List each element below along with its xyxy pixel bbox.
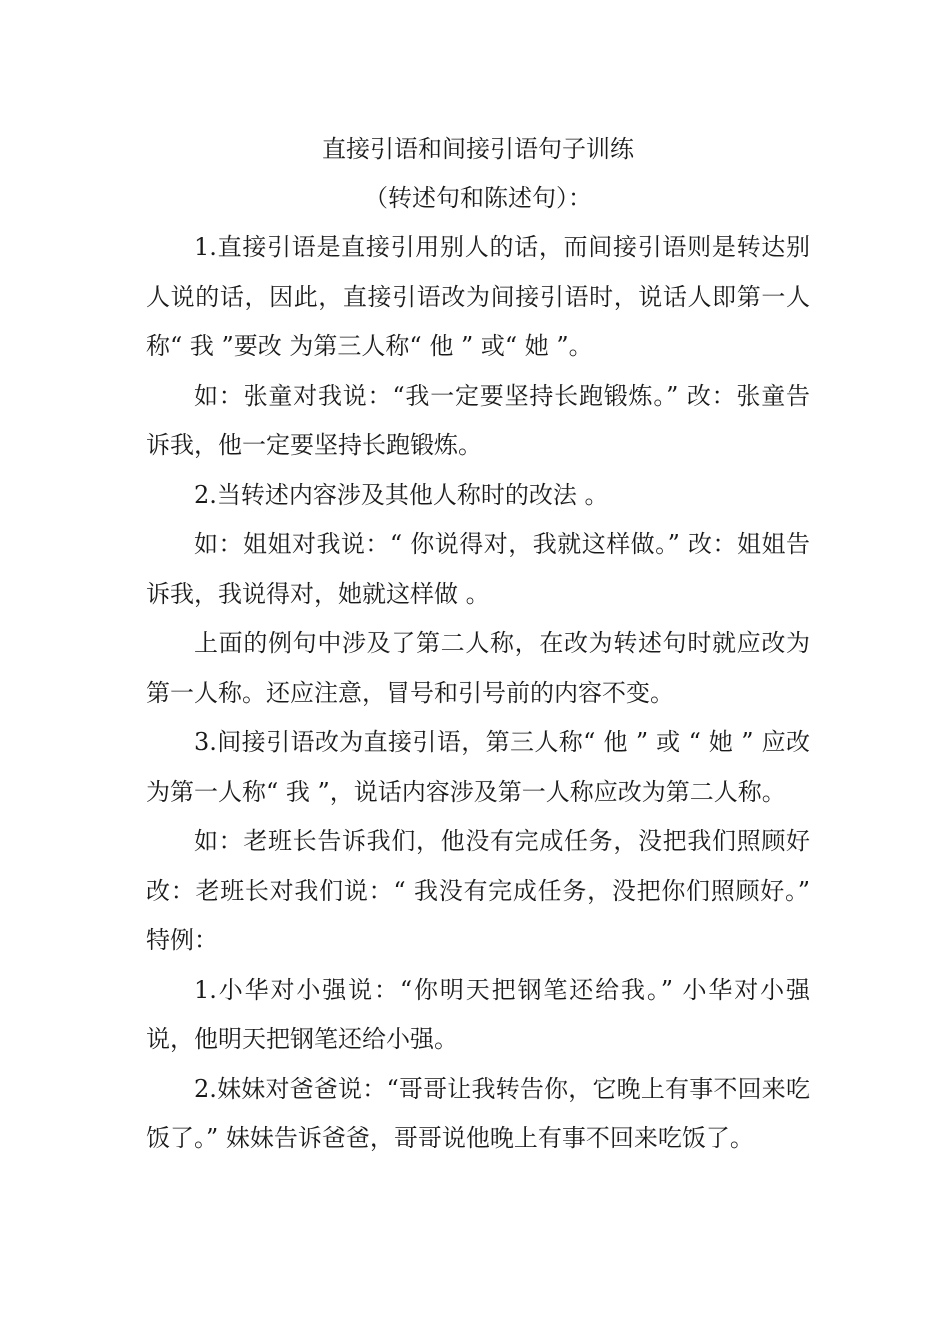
document-page: [146, 125, 810, 1164]
paragraph-rule-3: 3.间接引语改为直接引语，第三人称“ 他 ” 或 “ 她 ” 应改 为第一人称“ 我 ”，说话内容涉及第一人称应改为第二人称。: [146, 728, 810, 806]
paragraph-rule-1: 1.直接引语是直接引用别人的话，而间接引语则是转达别人说的话，因此，直接引语改为间接引语时，说话人即第一人称“ 我 ”要改 为第三人称“ 他 ” 或“ 她 ”。: [146, 233, 810, 360]
paragraph-example-2: 如：姐姐对我说：“ 你说得对，我就这样做。” 改：姐姐告诉我，我说得对，她就这样做 。: [146, 530, 810, 608]
document-subtitle: （转述句和陈述句）：: [364, 184, 592, 212]
paragraph-special-1: 1.小华对小强说：“你明天把钢笔还给我。” 小华对小强说，他明天把钢笔还给小强。: [146, 975, 810, 1053]
paragraph-rule-2: 2.当转述内容涉及其他人称时的改法 。: [194, 480, 609, 509]
paragraph-example-3: 如：老班长告诉我们，他没有完成任务，没把我们照顾好 改：老班长对我们说：“ 我没有完成任务，没把你们照顾好。” 特例：: [146, 827, 810, 954]
document-title: 直接引语和间接引语句子训练: [322, 135, 634, 163]
paragraph-special-2: 2.妹妹对爸爸说：“哥哥让我转告你，它晚上有事不回来吃饭了。” 妹妹告诉爸爸，哥哥说他晚上有事不回来吃饭了。: [146, 1074, 810, 1152]
paragraph-note: 上面的例句中涉及了第二人称，在改为转述句时就应改为 第一人称。还应注意，冒号和引号前的内容不变。: [146, 629, 810, 707]
paragraph-example-1: 如：张童对我说：“我一定要坚持长跑锻炼。” 改：张童告诉我，他一定要坚持长跑锻炼。: [146, 381, 810, 459]
